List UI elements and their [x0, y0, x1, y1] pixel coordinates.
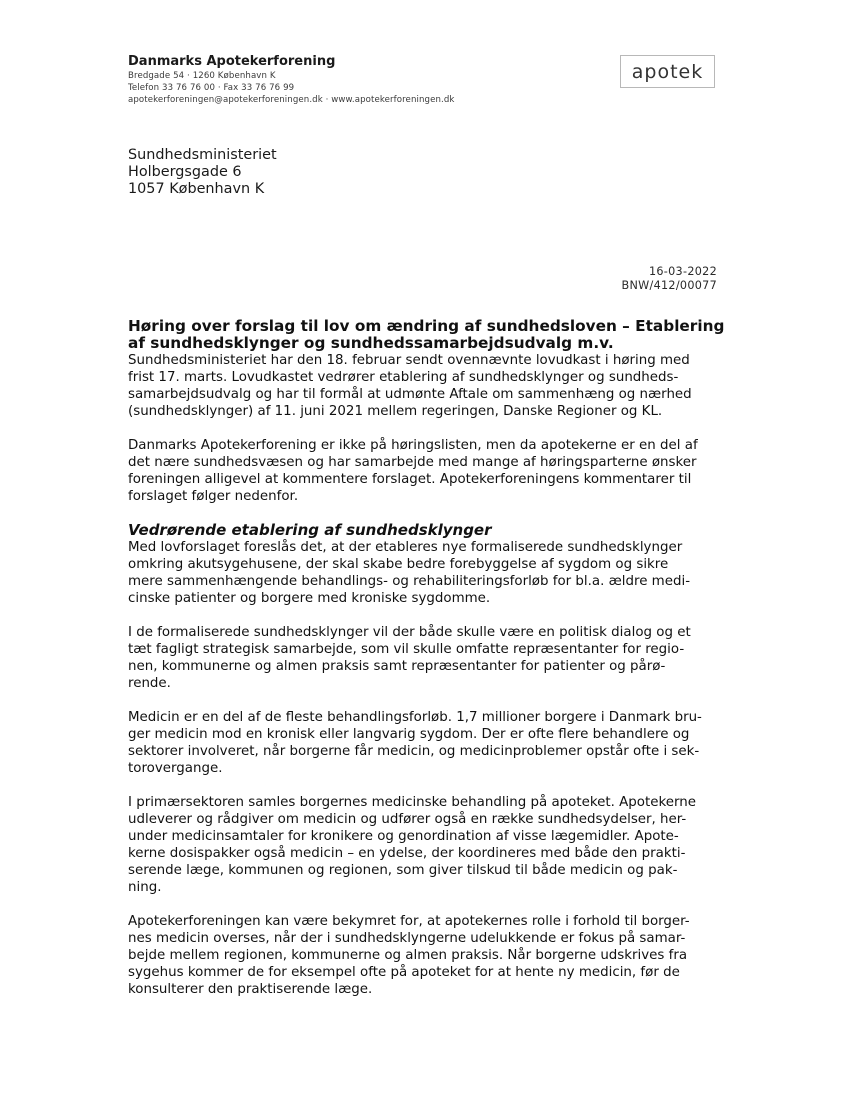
paragraph-line: sygehus kommer de for eksempel ofte på apoteket for at hente ny medicin, før de [128, 965, 680, 980]
paragraph-line: tæt fagligt strategisk samarbejde, som vil skulle omfatte repræsentanter for regio- [128, 642, 685, 657]
paragraph-line: under medicinsamtaler for kronikere og genordination af visse lægemidler. Apote- [128, 829, 679, 844]
paragraph-line: Med lovforslaget foreslås det, at der etableres nye formaliserede sundhedsklynger [128, 540, 683, 555]
paragraph-line: foreningen alligevel at kommentere forslaget. Apotekerforeningens kommentarer til [128, 472, 692, 487]
title-line: af sundhedsklynger og sundhedssamarbejdsudvalg m.v. [128, 334, 614, 352]
apotek-logo [620, 55, 715, 88]
recipient-line: 1057 København K [128, 181, 265, 197]
paragraph-line: sektorer involveret, når borgerne får medicin, og medicinproblemer opstår ofte i sek- [128, 744, 700, 759]
sender-org-name: Danmarks Apotekerforening [128, 54, 336, 69]
paragraph-line: bejde mellem regionen, kommunerne og almen praksis. Når borgerne udskrives fra [128, 948, 688, 963]
recipient-line: Sundhedsministeriet [128, 147, 277, 163]
recipient-line: Holbergsgade 6 [128, 164, 242, 180]
sender-phone-fax: Telefon 33 76 76 00 · Fax 33 76 76 99 [128, 83, 295, 93]
paragraph-line: nen, kommunerne og almen praksis samt repræsentanter for patienter og pårø- [128, 659, 666, 674]
paragraph-line: rende. [128, 676, 171, 691]
paragraph-line: Apotekerforeningen kan være bekymret for, at apotekernes rolle i forhold til borger- [128, 914, 690, 929]
letter-title [128, 318, 728, 352]
paragraph [128, 913, 728, 998]
paragraph-line: nes medicin overses, når der i sundhedsklyngerne udelukkende er fokus på samar- [128, 931, 686, 946]
paragraph-line: det nære sundhedsvæsen og har samarbejde med mange af høringsparterne ønsker [128, 455, 697, 470]
paragraph-line: frist 17. marts. Lovudkastet vedrører etablering af sundhedsklynger og sundheds- [128, 370, 679, 385]
letter-date: 16-03-2022 [648, 265, 717, 278]
paragraph-line: torovergange. [128, 761, 223, 776]
paragraph-line: (sundhedsklynger) af 11. juni 2021 mellem regeringen, Danske Regioner og KL. [128, 404, 663, 419]
sender-address: Bredgade 54 · 1260 København K [128, 71, 276, 81]
paragraph-line: udleverer og rådgiver om medicin og udfører også en række sundhedsydelser, her- [128, 812, 687, 827]
paragraph [128, 352, 728, 420]
paragraph-line: mere sammenhængende behandlings- og rehabiliteringsforløb for bl.a. ældre medi- [128, 574, 691, 589]
letter-meta [622, 265, 718, 293]
paragraph [128, 794, 728, 896]
paragraph-line: I primærsektoren samles borgernes medicinske behandling på apoteket. Apotekerne [128, 795, 696, 810]
paragraph-line: ning. [128, 880, 162, 895]
paragraph-line: forslaget følger nedenfor. [128, 489, 299, 504]
paragraph-line: konsulterer den praktiserende læge. [128, 982, 373, 997]
logo-text: apotek [631, 60, 704, 83]
paragraph [128, 437, 728, 505]
title-line: Høring over forslag til lov om ændring af sundhedsloven – Etablering [128, 317, 725, 335]
paragraph-line: omkring akutsygehusene, der skal skabe bedre forebyggelse af sygdom og sikre [128, 557, 669, 572]
recipient-address [128, 147, 277, 198]
paragraph [128, 709, 728, 777]
paragraph [128, 624, 728, 692]
sender-email-web: apotekerforeningen@apotekerforeningen.dk · www.apotekerforeningen.dk [128, 95, 455, 105]
paragraph-line: serende læge, kommunen og regionen, som giver tilskud til både medicin og pak- [128, 863, 678, 878]
paragraph-line: Danmarks Apotekerforening er ikke på høringslisten, men da apotekerne er en del af [128, 438, 698, 453]
paragraph-line: ger medicin mod en kronisk eller langvarig sygdom. Der er ofte flere behandlere og [128, 727, 690, 742]
letter-reference: BNW/412/00077 [621, 279, 717, 292]
paragraph-line: samarbejdsudvalg og har til formål at udmønte Aftale om sammenhæng og nærhed [128, 387, 692, 402]
paragraph-line: Sundhedsministeriet har den 18. februar sendt ovennævnte lovudkast i høring med [128, 353, 690, 368]
paragraph-line: kerne dosispakker også medicin – en ydelse, der koordineres med både den prakti- [128, 846, 686, 861]
paragraph-line: Medicin er en del af de fleste behandlingsforløb. 1,7 millioner borgere i Danmark bru- [128, 710, 702, 725]
section-heading: Vedrørende etablering af sundhedsklynger [128, 521, 492, 539]
paragraph-line: cinske patienter og borgere med kroniske sygdomme. [128, 591, 491, 606]
paragraph [128, 539, 728, 607]
letterhead [128, 54, 454, 106]
paragraph-line: I de formaliserede sundhedsklynger vil der både skulle være en politisk dialog og et [128, 625, 691, 640]
letter-body [128, 318, 728, 998]
